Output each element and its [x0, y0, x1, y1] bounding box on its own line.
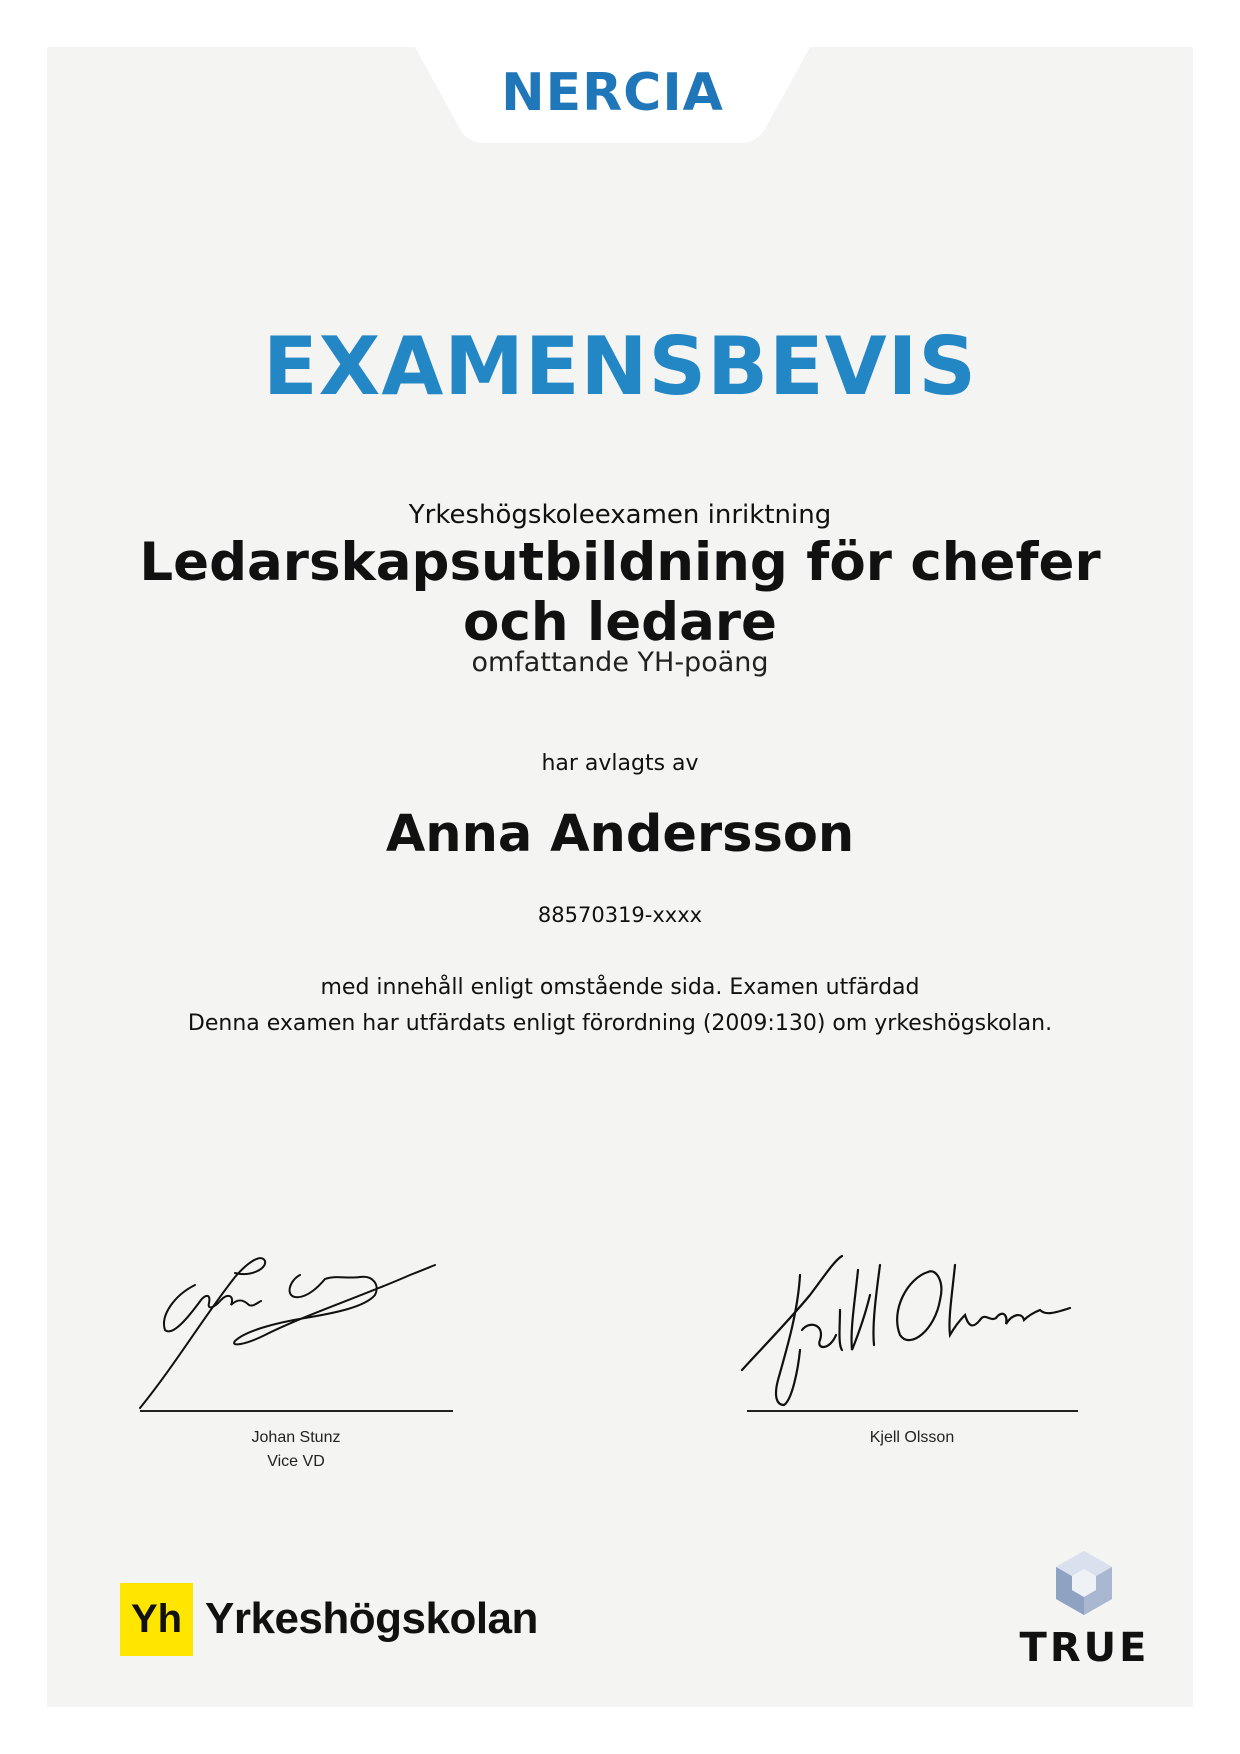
signer-role-1: Vice VD — [267, 1453, 325, 1470]
signer-name-1: Johan Stunz — [251, 1429, 341, 1446]
awarded-text: har avlagts av — [541, 751, 699, 776]
statement-line-1: med innehåll enligt omstående sida. Examen utfärdad — [320, 975, 920, 1000]
signature-line-2 — [747, 1410, 1078, 1412]
yrkeshogskolan-logo — [120, 1582, 538, 1656]
certificate-title: EXAMENSBEVIS — [263, 320, 977, 413]
signature-caption-1 — [196, 1426, 396, 1474]
true-wordmark: TRUE — [1019, 1625, 1150, 1671]
yh-badge: Yh — [120, 1583, 193, 1656]
signer-name-2: Kjell Olsson — [869, 1429, 955, 1446]
signature-caption-2 — [812, 1426, 1012, 1450]
personal-number: 88570319-xxxx — [537, 903, 703, 927]
signature-johan-stunz — [135, 1245, 465, 1415]
nercia-logo-tab — [415, 47, 810, 145]
signature-kjell-olsson — [740, 1250, 1080, 1415]
true-cube-icon — [1017, 1545, 1152, 1625]
statement-line-2: Denna examen har utfärdats enligt förordning (2009:130) om yrkeshögskolan. — [187, 1011, 1053, 1036]
program-name: Ledarskapsutbildning för chefer och ledare — [139, 532, 1101, 653]
true-logo — [1017, 1545, 1152, 1670]
signature-line-1 — [140, 1410, 453, 1412]
yh-wordmark: Yrkeshögskolan — [205, 1594, 538, 1643]
degree-subtitle: Yrkeshögskoleexamen inriktning — [408, 500, 832, 530]
recipient-name: Anna Andersson — [385, 805, 855, 864]
statement — [47, 970, 1193, 1042]
nercia-logo: NERCIA — [501, 63, 724, 123]
points-text: omfattande YH-poäng — [471, 647, 769, 678]
